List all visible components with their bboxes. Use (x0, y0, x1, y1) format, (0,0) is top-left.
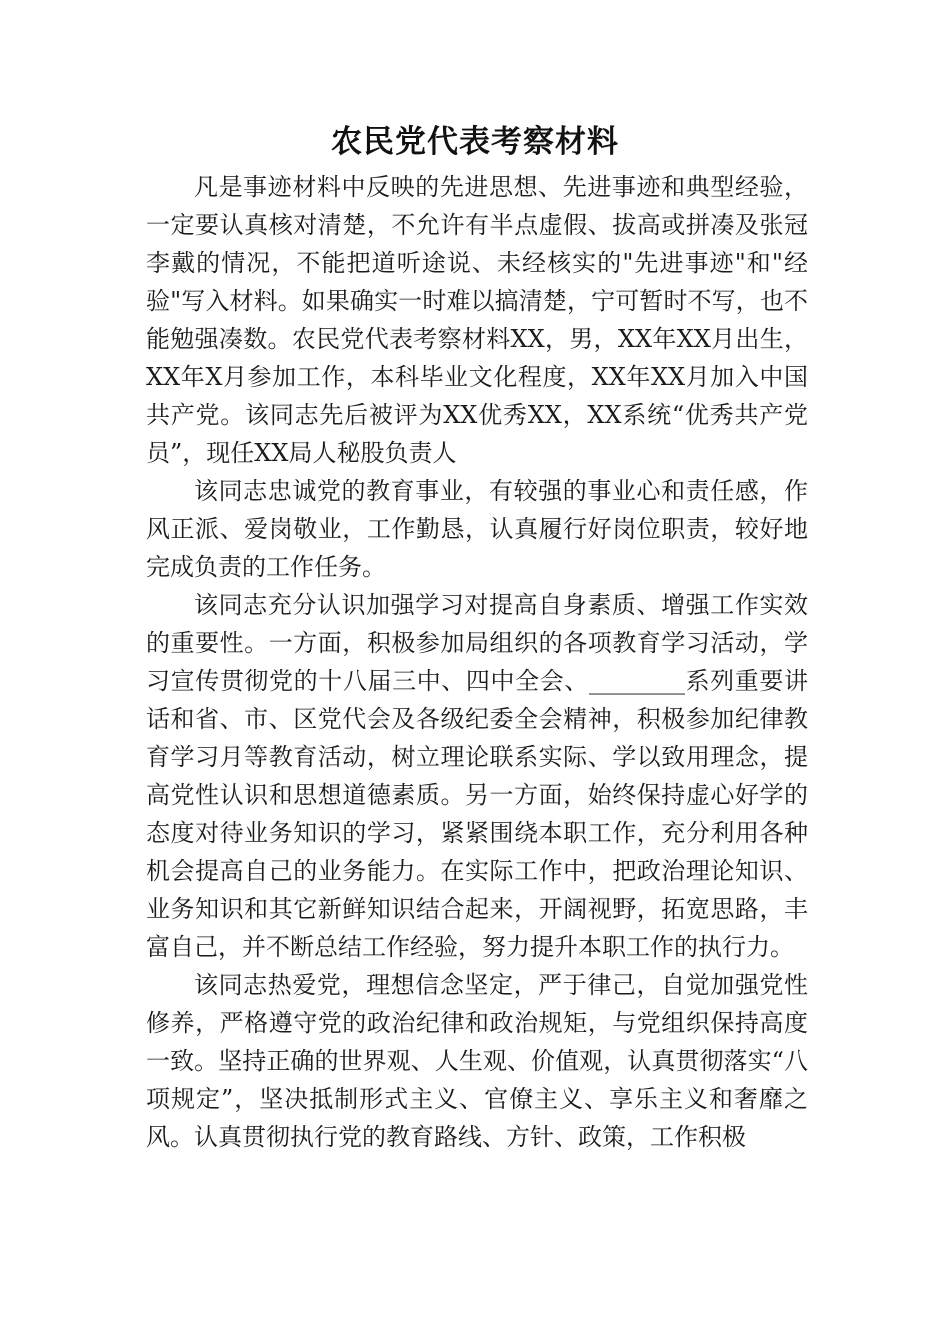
document-body (146, 168, 808, 1156)
document-title: 农民党代表考察材料 (331, 124, 619, 160)
paragraph-discipline: 该同志热爱党，理想信念坚定，严于律己，自觉加强党性修养，严格遵守党的政治纪律和政治规矩，与党组织保持高度一致。坚持正确的世界观、人生观、价值观，认真贯彻落实“八项规定”，坚决抵制形式主义、官僚主义、享乐主义和奢靡之风。认真贯彻执行党的教育路线、方针、政策，工作积极 (146, 971, 808, 1151)
paragraph-study: 该同志充分认识加强学习对提高自身素质、增强工作实效的重要性。一方面，积极参加局组织的各项教育学习活动，学习宣传贯彻党的十八届三中、四中全会、________系列重要讲话和省、市、区党代会及各级纪委全会精神，积极参加纪律教育学习月等教育活动，树立理论联系实际、学以致用理念，提高党性认识和思想道德素质。另一方面，始终保持虚心好学的态度对待业务知识的学习，紧紧围绕本职工作，充分利用各种机会提高自己的业务能力。在实际工作中，把政治理论知识、业务知识和其它新鲜知识结合起来，开阔视野，拓宽思路，丰富自己，并不断总结工作经验，努力提升本职工作的执行力。 (146, 591, 808, 961)
paragraph-intro: 凡是事迹材料中反映的先进思想、先进事迹和典型经验，一定要认真核对清楚，不允许有半点虚假、拔高或拼凑及张冠李戴的情况，不能把道听途说、未经核实的"先进事迹"和"经验"写入材料。如果确实一时难以搞清楚，宁可暂时不写，也不能勉强凑数。农民党代表考察材料XX，男，XX年XX月出生，XX年X月参加工作，本科毕业文化程度，XX年XX月加入中国共产党。该同志先后被评为XX优秀XX，XX系统“优秀共产党员”，现任XX局人秘股负责人 (146, 173, 808, 467)
paragraph-loyalty: 该同志忠诚党的教育事业，有较强的事业心和责任感，作风正派、爱岗敬业，工作勤恳，认真履行好岗位职责，较好地完成负责的工作任务。 (146, 477, 808, 581)
